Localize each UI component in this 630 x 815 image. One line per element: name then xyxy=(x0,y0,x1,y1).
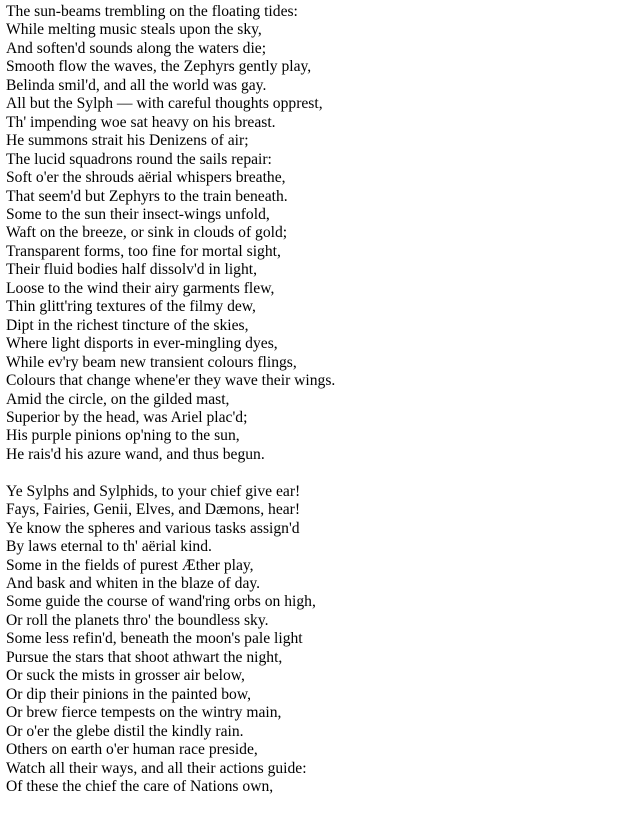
poem-line: Their fluid bodies half dissolv'd in light, xyxy=(6,261,257,279)
poem-line: Or o'er the glebe distil the kindly rain. xyxy=(6,722,244,740)
poem-line: Or brew fierce tempests on the wintry main, xyxy=(6,704,282,722)
poem-line: Where light disports in ever-mingling dyes, xyxy=(6,335,278,353)
poem-line: Or roll the planets thro' the boundless sky. xyxy=(6,611,269,629)
poem-line: Pursue the stars that shoot athwart the night, xyxy=(6,648,283,666)
poem-line: By laws eternal to th' aërial kind. xyxy=(6,538,212,556)
poem-line: Colours that change whene'er they wave their wings. xyxy=(6,372,336,390)
poem-line: Soft o'er the shrouds aërial whispers breathe, xyxy=(6,169,286,187)
poem-line: Of these the chief the care of Nations own, xyxy=(6,777,274,795)
poem-line: And soften'd sounds along the waters die; xyxy=(6,39,267,57)
poem-line: Thin glitt'ring textures of the filmy dew, xyxy=(6,298,256,316)
poem-line: Belinda smil'd, and all the world was gay. xyxy=(6,76,267,94)
poem-line: Or dip their pinions in the painted bow, xyxy=(6,685,251,703)
poem-line: While melting music steals upon the sky, xyxy=(6,21,262,39)
poem-line: The lucid squadrons round the sails repair: xyxy=(6,150,272,168)
poem-line: Some to the sun their insect-wings unfold, xyxy=(6,205,270,223)
poem-page xyxy=(6,3,626,796)
poem-line: Watch all their ways, and all their actions guide: xyxy=(6,759,307,777)
poem-line: Superior by the head, was Ariel plac'd; xyxy=(6,408,248,426)
stanza-2 xyxy=(6,483,626,797)
poem-line: Waft on the breeze, or sink in clouds of gold; xyxy=(6,224,288,242)
poem-line: He rais'd his azure wand, and thus begun. xyxy=(6,445,265,463)
poem-line: All but the Sylph — with careful thoughts opprest, xyxy=(6,95,323,113)
poem-line: Th' impending woe sat heavy on his breast. xyxy=(6,113,276,131)
poem-line: His purple pinions op'ning to the sun, xyxy=(6,427,240,445)
poem-line: Smooth flow the waves, the Zephyrs gently play, xyxy=(6,58,312,76)
poem-line: Or suck the mists in grosser air below, xyxy=(6,667,245,685)
poem-line: Ye Sylphs and Sylphids, to your chief give ear! xyxy=(6,482,301,500)
poem-line: Some in the fields of purest Æther play, xyxy=(6,556,254,574)
poem-line: While ev'ry beam new transient colours flings, xyxy=(6,353,297,371)
poem-line: Others on earth o'er human race preside, xyxy=(6,741,258,759)
poem-line: Loose to the wind their airy garments flew, xyxy=(6,279,275,297)
poem-line: Fays, Fairies, Genii, Elves, and Dæmons, hear! xyxy=(6,501,301,519)
poem-line: Ye know the spheres and various tasks assign'd xyxy=(6,519,300,537)
stanza-1 xyxy=(6,3,626,464)
poem-line: Some less refin'd, beneath the moon's pale light xyxy=(6,630,303,648)
poem-line: Transparent forms, too fine for mortal sight, xyxy=(6,242,281,260)
poem-line: That seem'd but Zephyrs to the train beneath. xyxy=(6,187,288,205)
poem-line: Dipt in the richest tincture of the skies, xyxy=(6,316,249,334)
poem-line: He summons strait his Denizens of air; xyxy=(6,132,249,150)
poem-line: The sun-beams trembling on the floating tides: xyxy=(6,3,298,20)
poem-line: Some guide the course of wand'ring orbs on high, xyxy=(6,593,316,611)
poem-line: Amid the circle, on the gilded mast, xyxy=(6,390,230,408)
poem-line: And bask and whiten in the blaze of day. xyxy=(6,574,261,592)
